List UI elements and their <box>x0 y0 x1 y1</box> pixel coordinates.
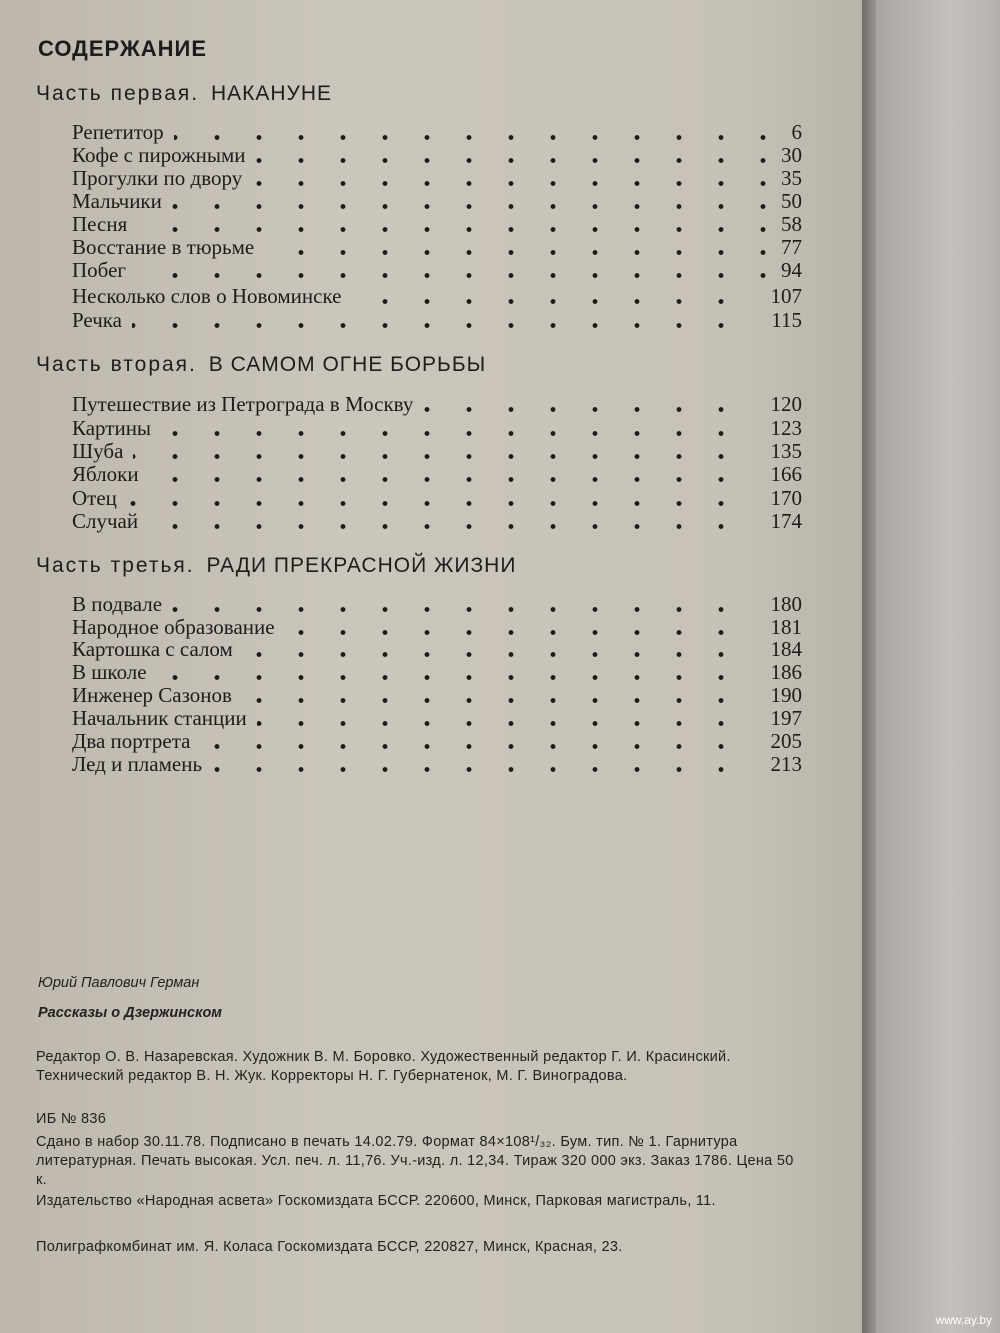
leader-dots <box>132 323 757 328</box>
toc-entry <box>72 416 802 440</box>
entry-page: 174 <box>770 509 802 533</box>
toc-entry <box>72 166 802 190</box>
leader-dots <box>127 501 756 506</box>
leader-dots <box>172 204 767 209</box>
toc-entry <box>72 729 802 753</box>
toc-entry <box>72 392 802 416</box>
part-label: Часть первая. <box>36 82 200 105</box>
entry-title: Шуба <box>72 439 124 463</box>
entry-title: Картины <box>72 416 152 440</box>
entry-title: Картошка с салом <box>72 637 233 661</box>
toc-entry <box>72 439 802 463</box>
entry-title: Речка <box>72 308 122 332</box>
part-title: РАДИ ПРЕКРАСНОЙ ЖИЗНИ <box>206 554 517 577</box>
entry-title: Побег <box>72 258 127 282</box>
entry-title: Яблоки <box>72 462 139 486</box>
entry-page: 35 <box>781 166 802 190</box>
entry-page: 77 <box>781 235 802 259</box>
entry-title: Репетитор <box>72 120 164 144</box>
imprint-editors: Редактор О. В. Назаревская. Художник В. М. Боровко. Художественный редактор Г. И. Красинский. Технический редактор В. Н. Жук. Корректоры Н. Г. Губернатенок, М. Г. Виноградова. <box>36 1049 731 1084</box>
leader-dots <box>285 630 756 635</box>
toc-entry <box>72 284 802 308</box>
toc-entry <box>72 120 802 144</box>
imprint-book-title: Рассказы о Дзержинском <box>38 1005 223 1021</box>
entry-title: Мальчики <box>72 189 162 213</box>
entry-title: Прогулки по двору <box>72 166 243 190</box>
entry-title: Путешествие из Петрограда в Москву <box>72 392 414 416</box>
part-label: Часть вторая. <box>36 353 197 376</box>
leader-dots <box>242 698 756 703</box>
entry-page: 181 <box>770 615 802 639</box>
watermark: www.ay.by <box>935 1313 992 1327</box>
leader-dots <box>257 721 756 726</box>
entry-page: 30 <box>781 143 802 167</box>
entry-page: 94 <box>781 258 802 282</box>
leader-dots <box>243 652 756 657</box>
entry-title: В школе <box>72 660 147 684</box>
toc-entry <box>72 637 802 661</box>
entry-title: Несколько слов о Новоминске <box>72 284 342 308</box>
leader-dots <box>148 524 756 529</box>
leader-dots <box>157 675 756 680</box>
part-title: НАКАНУНЕ <box>210 82 333 105</box>
entry-page: 120 <box>770 392 802 416</box>
toc-entry <box>72 143 802 167</box>
toc-entry <box>72 212 802 236</box>
leader-dots <box>351 299 756 304</box>
entry-title: Народное образование <box>72 615 275 639</box>
toc-entry <box>72 308 802 332</box>
entry-page: 170 <box>770 486 802 510</box>
entry-title: Начальник станции <box>72 706 247 730</box>
entry-title: Кофе с пирожными <box>72 143 246 167</box>
entry-page: 50 <box>781 189 802 213</box>
part-1-heading <box>36 82 332 106</box>
entry-page: 107 <box>770 284 802 308</box>
toc-entry <box>72 486 802 510</box>
entry-title: Два портрета <box>72 729 191 753</box>
leader-dots <box>201 744 756 749</box>
background-surface <box>876 0 1000 1333</box>
toc-entry <box>72 189 802 213</box>
leader-dots <box>423 407 756 412</box>
toc-entry <box>72 615 802 639</box>
entry-page: 135 <box>770 439 802 463</box>
part-3-heading <box>36 554 516 578</box>
toc-entry <box>72 509 802 533</box>
entry-title: В подвале <box>72 592 163 616</box>
toc-entry <box>72 235 802 259</box>
entry-page: 186 <box>770 660 802 684</box>
entry-page: 190 <box>770 683 802 707</box>
page-gutter-shadow <box>862 0 876 1333</box>
leader-dots <box>256 158 767 163</box>
entry-page: 205 <box>770 729 802 753</box>
leader-dots <box>212 767 756 772</box>
toc-entry <box>72 660 802 684</box>
entry-page: 58 <box>781 212 802 236</box>
entry-page: 115 <box>771 308 802 332</box>
imprint-publisher: Издательство «Народная асвета» Госкомиздата БССР. 220600, Минск, Парковая магистраль, 11. <box>36 1193 716 1209</box>
entry-title: Песня <box>72 212 128 236</box>
leader-dots <box>174 135 777 140</box>
entry-page: 197 <box>770 706 802 730</box>
entry-title: Лед и пламень <box>72 752 203 776</box>
entry-title: Отец <box>72 486 117 510</box>
part-title: В САМОМ ОГНЕ БОРЬБЫ <box>208 353 487 376</box>
leader-dots <box>136 273 767 278</box>
entry-page: 123 <box>770 416 802 440</box>
leader-dots <box>264 250 767 255</box>
entry-page: 6 <box>791 120 802 144</box>
leader-dots <box>161 431 756 436</box>
toc-entry <box>72 683 802 707</box>
part-label: Часть третья. <box>36 554 195 577</box>
toc-entry <box>72 752 802 776</box>
imprint-printer: Полиграфкомбинат им. Я. Коласа Госкомиздата БССР, 220827, Минск, Красная, 23. <box>36 1239 623 1255</box>
entry-page: 184 <box>770 637 802 661</box>
entry-page: 213 <box>770 752 802 776</box>
toc-entry <box>72 706 802 730</box>
leader-dots <box>172 607 756 612</box>
toc-entry <box>72 462 802 486</box>
entry-title: Случай <box>72 509 139 533</box>
leader-dots <box>137 227 767 232</box>
entry-title: Инженер Сазонов <box>72 683 232 707</box>
leader-dots <box>149 477 756 482</box>
imprint-print-info: Сдано в набор 30.11.78. Подписано в печать 14.02.79. Формат 84×108¹/₃₂. Бум. тип. № 1. Гарнитура литературная. Печать высокая. Усл. печ. л. 11,76. Уч.-изд. л. 12,34. Тираж 320 000 экз. Заказ 1786. Цена 50 к. <box>36 1134 794 1188</box>
part-2-heading <box>36 353 486 377</box>
contents-heading: СОДЕРЖАНИЕ <box>38 36 208 61</box>
leader-dots <box>133 454 756 459</box>
leader-dots <box>252 181 767 186</box>
toc-entry <box>72 258 802 282</box>
entry-page: 180 <box>770 592 802 616</box>
imprint-author: Юрий Павлович Герман <box>38 975 200 991</box>
imprint-ib-number: ИБ № 836 <box>36 1111 107 1127</box>
entry-title: Восстание в тюрьме <box>72 235 255 259</box>
toc-entry <box>72 592 802 616</box>
entry-page: 166 <box>770 462 802 486</box>
